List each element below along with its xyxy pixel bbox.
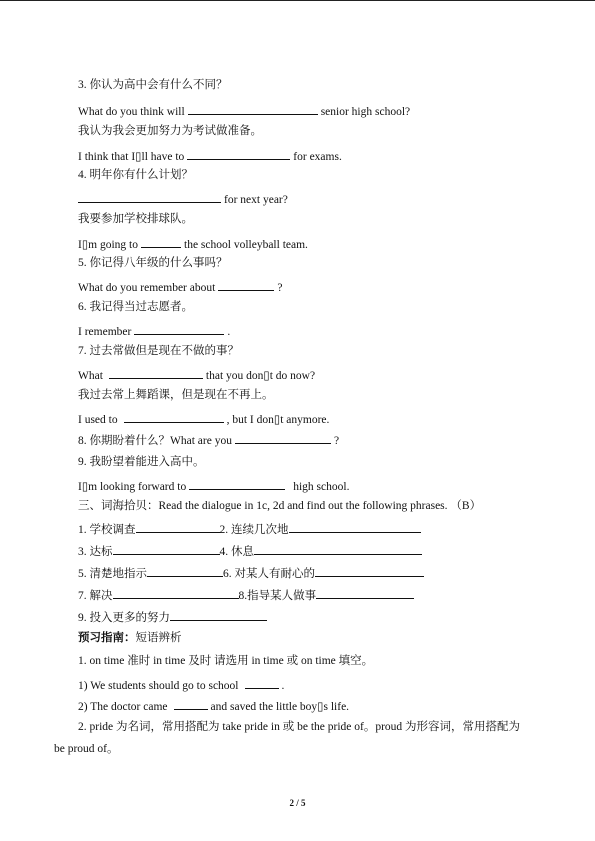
fill-blank[interactable]: [316, 587, 414, 599]
fill-blank[interactable]: [78, 191, 221, 203]
fill-blank[interactable]: [147, 565, 223, 577]
fill-blank[interactable]: [141, 236, 181, 248]
q4-zh: 4. 明年你有什么计划？: [78, 169, 193, 181]
q3-en: What do you think will senior high school?: [78, 103, 410, 119]
fill-blank[interactable]: [187, 148, 290, 160]
fill-blank[interactable]: [134, 323, 224, 335]
a4-en: I▯m going to the school volleyball team.: [78, 236, 308, 252]
a9-en: I▯m looking forward to high school.: [78, 478, 349, 494]
phrase-row-2: 3. 达标 4. 休息: [78, 543, 422, 559]
fill-blank[interactable]: [218, 279, 274, 291]
top-rule: [0, 0, 595, 1]
a3-en: I think that I▯ll have to for exams.: [78, 148, 342, 164]
guide-item-1: 1. on time 准时 in time 及时 请选用 in time 或 on time 填空。: [78, 655, 374, 667]
q7-zh: 7. 过去常做但是现在不做的事？: [78, 345, 239, 357]
fill-blank[interactable]: [245, 677, 279, 689]
q4-en: for next year?: [78, 191, 288, 207]
guide-item-2: 2. pride 为名词，常用搭配为 take pride in 或 be the pride of。proud 为形容词，常用搭配为: [78, 721, 521, 733]
fill-blank[interactable]: [113, 587, 239, 599]
fill-blank[interactable]: [188, 103, 318, 115]
q8: 8. 你期盼着什么？What are you ?: [78, 432, 339, 448]
q3-zh: 3. 你认为高中会有什么不同？: [78, 79, 228, 91]
fill-blank[interactable]: [170, 609, 267, 621]
q9-zh: 9. 我盼望着能进入高中。: [78, 456, 205, 468]
fill-blank[interactable]: [136, 521, 220, 533]
a7-zh: 我过去常上舞蹈课，但是现在不再上。: [78, 389, 274, 401]
q7-en: What that you don▯t do now?: [78, 367, 315, 383]
fill-blank[interactable]: [189, 478, 285, 490]
fill-blank[interactable]: [289, 521, 421, 533]
guide-item-2-cont: be proud of。: [54, 743, 119, 755]
a4-zh: 我要参加学校排球队。: [78, 213, 193, 225]
phrase-row-5: 9. 投入更多的努力: [78, 609, 267, 625]
a7-en: I used to , but I don▯t anymore.: [78, 411, 329, 427]
phrase-row-1: 1. 学校调查 2. 连续几次地: [78, 521, 421, 537]
fill-blank[interactable]: [109, 367, 203, 379]
fill-blank[interactable]: [113, 543, 220, 555]
fill-blank[interactable]: [124, 411, 224, 423]
section3-title: 三、词海拾贝：Read the dialogue in 1c, 2d and find out the following phrases. （B）: [78, 500, 482, 512]
guide-heading: 预习指南：短语辨析: [78, 632, 182, 644]
page-number: 2 / 5: [289, 798, 306, 808]
fill-blank[interactable]: [235, 432, 331, 444]
q6-en: I remember .: [78, 323, 230, 339]
fill-blank[interactable]: [315, 565, 424, 577]
q5-zh: 5. 你记得八年级的什么事吗？: [78, 257, 228, 269]
guide-item-1-2: 2) The doctor came and saved the little boy▯s life.: [78, 698, 349, 714]
phrase-row-3: 5. 清楚地指示 6. 对某人有耐心的: [78, 565, 424, 581]
q6-zh: 6. 我记得当过志愿者。: [78, 301, 193, 313]
phrase-row-4: 7. 解决 8.指导某人做事: [78, 587, 414, 603]
guide-item-1-1: 1) We students should go to school .: [78, 677, 284, 693]
q5-en: What do you remember about ?: [78, 279, 282, 295]
fill-blank[interactable]: [254, 543, 422, 555]
a3-zh: 我认为我会更加努力为考试做准备。: [78, 125, 262, 137]
fill-blank[interactable]: [174, 698, 208, 710]
